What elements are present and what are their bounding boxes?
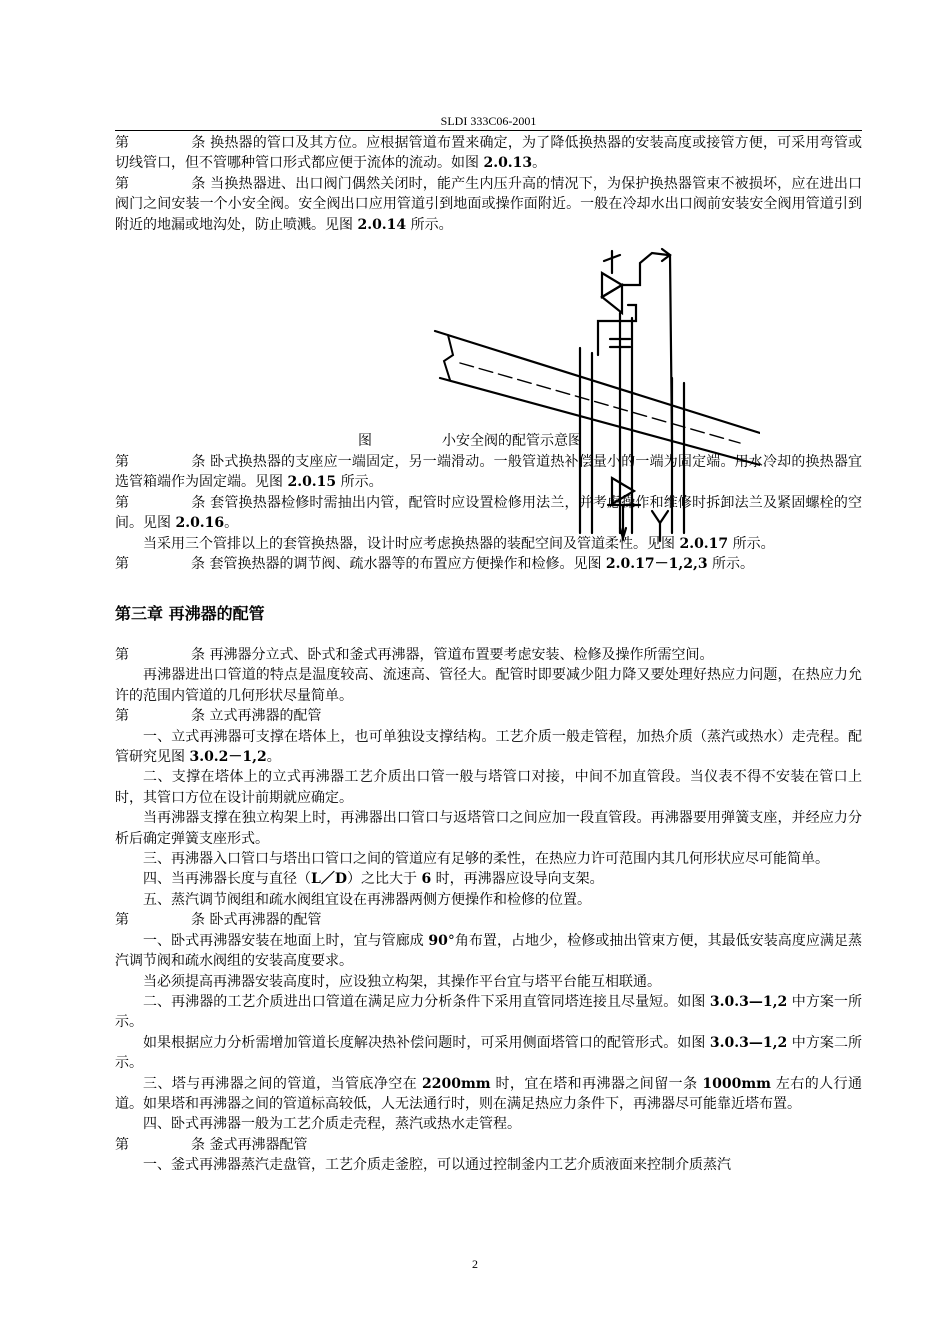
- ratio-value: 6: [421, 871, 432, 888]
- walkway-width: 1000mm: [702, 1075, 771, 1092]
- text-span: 再沸器分立式、卧式和釜式再沸器，管道布置要考虑安装、检修及操作所需空间。: [209, 647, 714, 663]
- clause-paragraph: [115, 493, 862, 534]
- body-paragraph: [115, 1074, 862, 1115]
- figure-ref: 2.0.14: [357, 216, 407, 233]
- ratio-ref: L／D: [311, 871, 347, 888]
- text-span: 卧式再沸器的配管: [209, 912, 322, 929]
- figure-ref: 2.0.17－1,2,3: [605, 556, 708, 573]
- text-span: ）之比大于: [346, 871, 422, 888]
- clause-keyword: 条: [191, 912, 205, 929]
- clause-paragraph: [115, 554, 862, 574]
- clause-lead: 第: [115, 647, 129, 663]
- text-span: 中方案一所示。: [115, 993, 863, 1031]
- text-span: 四、当再沸器长度与直径（: [143, 871, 311, 888]
- paragraph-text: 当换热器进、出口阀门偶然关闭时，能产生内压升高的情况下，为保护换热器管束不被损坏，应在进出口阀门之间安装一个小安全阀。安全阀出口应用管道引到地面或操作面附近。一般在冷却水出口阀前安装安全阀用管道引到附近的地漏或地沟处，防止喷溅。见图: [115, 175, 863, 233]
- clause-keyword: 条: [191, 175, 206, 192]
- text-span: 所示。: [336, 474, 383, 491]
- body-paragraph: [115, 1114, 862, 1134]
- text-span: 套管换热器的调节阀、疏水器等的布置应方便操作和检修。见图: [209, 556, 606, 573]
- text-span: 时，再沸器应设导向支架。: [431, 871, 604, 888]
- text-span: 当采用三个管排以上的套管换热器，设计时应考虑换热器的装配空间及管道柔性。见图: [143, 535, 680, 552]
- relief-valve-body-upper: [602, 273, 622, 297]
- page-header: [115, 112, 862, 131]
- body-paragraph: [115, 849, 862, 869]
- relief-outlet-down: [670, 255, 672, 443]
- clause-paragraph: [115, 645, 862, 665]
- text-span: 四、卧式再沸器一般为工艺介质走壳程，蒸汽或热水走管程。: [143, 1116, 521, 1133]
- clause-keyword: 条: [191, 135, 206, 151]
- paragraph-text: 换热器的管口及其方位。应根据管道布置来确定，为了降低换热器的安装高度或接管方便，可采用弯管或切线管口，但不管哪种管口形式都应便于流体的流动。如图: [115, 135, 863, 172]
- relief-outlet-pipe: [622, 253, 668, 285]
- text-span: 所示。: [406, 216, 453, 233]
- text-span: 二、支撑在塔体上的立式再沸器工艺介质出口管一般与塔管口对接，中间不加直管段。当仪表不得不安装在管口上时，其管口方位在设计前期就应确定。: [115, 769, 862, 806]
- figure-caption: [358, 431, 582, 451]
- text-span: 如果根据应力分析需增加管道长度解决热补偿问题时，可采用侧面塔管口的配管形式。如图: [143, 1034, 710, 1051]
- doc-code: SLDI 333C06-2001: [440, 114, 537, 128]
- clause-keyword: 条: [191, 454, 206, 470]
- caption-lead: 图: [358, 433, 372, 449]
- clause-paragraph: [115, 1135, 862, 1155]
- body-paragraph: [115, 869, 862, 889]
- clause-lead: 第: [115, 912, 129, 929]
- text-span: 时，宜在塔和再沸器之间留一条: [490, 1075, 703, 1092]
- clause-lead: 第: [115, 494, 130, 511]
- page-number: 2: [472, 1257, 478, 1271]
- figure-ref: 3.0.3—1,2: [709, 993, 788, 1010]
- clearance-value: 2200mm: [422, 1075, 491, 1092]
- text-span: 三、再沸器入口管口与塔出口管口之间的管道应有足够的柔性，在热应力许可范围内其几何形状应尽可能简单。: [143, 851, 829, 868]
- figure-ref: 2.0.17: [679, 535, 729, 552]
- text-span: 一、釜式再沸器蒸汽走盘管，工艺介质走釜腔，可以通过控制釜内工艺介质液面来控制介质蒸汽: [143, 1157, 731, 1174]
- chapter-heading: 第三章 再沸器的配管: [115, 604, 265, 623]
- text-span: 。: [224, 515, 239, 532]
- text-span: 所示。: [728, 535, 775, 552]
- text-block-1: [115, 133, 862, 235]
- body-paragraph: [115, 931, 862, 972]
- figure-ref: 3.0.3—1,2: [709, 1034, 788, 1051]
- text-block-3: [115, 645, 862, 1176]
- clause-paragraph: [115, 910, 862, 930]
- body-paragraph: [115, 727, 862, 768]
- text-span: °角布置，占地少，检修或抽出管束方便，其最低安装高度应满足蒸汽调节阀和疏水阀组的安装高度要求。: [115, 932, 863, 970]
- clause-paragraph: [115, 133, 862, 174]
- clause-keyword: 条: [191, 494, 206, 511]
- text-span: 左右的人行通道。如果塔和再沸器之间的管道标高较低，人无法通行时，则在满足热应力条件下，再沸器尽可能靠近塔布置。: [115, 1075, 863, 1112]
- text-span: 套管换热器检修时需抽出内管，配管时应设置检修用法兰，并考虑操作和维修时拆卸法兰及紧固螺栓的空间。见图: [115, 494, 863, 532]
- body-paragraph: [115, 534, 862, 554]
- body-paragraph: [115, 1155, 862, 1175]
- body-paragraph: [115, 890, 862, 910]
- clause-paragraph: [115, 174, 862, 235]
- figure-ref: 2.0.15: [287, 474, 337, 491]
- clause-keyword: 条: [191, 708, 205, 725]
- text-span: 所示。: [707, 556, 755, 573]
- text-span: 。: [266, 749, 281, 766]
- clause-lead: 第: [115, 1136, 129, 1153]
- text-span: 中方案二所示。: [115, 1034, 863, 1072]
- clause-lead: 第: [115, 175, 130, 192]
- text-block-2: [115, 452, 862, 574]
- figure-ref: 2.0.13: [483, 155, 533, 172]
- figure-ref: 2.0.16: [175, 515, 225, 532]
- pipe-break-mark: [444, 335, 453, 380]
- text-span: 三、塔与再沸器之间的管道，当管底净空在: [143, 1075, 423, 1092]
- body-paragraph: [115, 972, 862, 992]
- text-span: 立式再沸器的配管: [209, 708, 322, 725]
- body-paragraph: [115, 665, 862, 706]
- relief-valve-body-lower: [602, 285, 622, 313]
- clause-keyword: 条: [191, 647, 205, 663]
- text-span: 一、卧式再沸器安装在地面上时，宜与管廊成: [143, 932, 429, 949]
- clause-lead: 第: [115, 556, 129, 573]
- text-span: 当必须提高再沸器安装高度时，应设独立构架，其操作平台宜与塔平台能互相联通。: [143, 973, 661, 990]
- clause-lead: 第: [115, 135, 130, 151]
- text-span: 釜式再沸器配管: [209, 1136, 308, 1153]
- text-span: 一、立式再沸器可支撑在塔体上，也可单独设支撑结构。工艺介质一般走管程，加热介质（蒸汽或热水）走壳程。配管研究见图: [115, 728, 862, 766]
- clause-paragraph: [115, 706, 862, 726]
- figure-ref: 3.0.2－1,2: [189, 749, 267, 766]
- body-paragraph: [115, 992, 862, 1033]
- text-span: 五、蒸汽调节阀组和疏水阀组宜设在再沸器两侧方便操作和检修的位置。: [143, 891, 591, 908]
- body-paragraph: [115, 1033, 862, 1074]
- text-span: 当再沸器支撑在独立构架上时，再沸器出口管口与返塔管口之间应加一段直管段。再沸器要用弹簧支座，并经应力分析后确定弹簧支座形式。: [115, 810, 862, 847]
- body-paragraph: [115, 767, 862, 808]
- caption-text: 小安全阀的配管示意图: [442, 433, 582, 449]
- text-span: 再沸器进出口管道的特点是温度较高、流速高、管径大。配管时即要减少阻力降又要处理好热应力问题，在热应力允许的范围内管道的几何形状尽量简单。: [115, 667, 862, 704]
- clause-keyword: 条: [191, 1136, 205, 1153]
- angle-value: 90: [428, 932, 448, 949]
- text-span: 。: [532, 155, 547, 172]
- clause-paragraph: [115, 452, 862, 493]
- clause-keyword: 条: [191, 556, 205, 573]
- text-span: 二、再沸器的工艺介质进出口管道在满足应力分析条件下采用直管同塔连接且尽量短。如图: [143, 993, 710, 1010]
- body-paragraph: [115, 808, 862, 849]
- text-span: 卧式换热器的支座应一端固定，另一端滑动。一般管道热补偿量小的一端为固定端。用水冷却的换热器宜选管箱端作为固定端。见图: [115, 454, 863, 491]
- clause-lead: 第: [115, 454, 130, 470]
- clause-lead: 第: [115, 708, 129, 725]
